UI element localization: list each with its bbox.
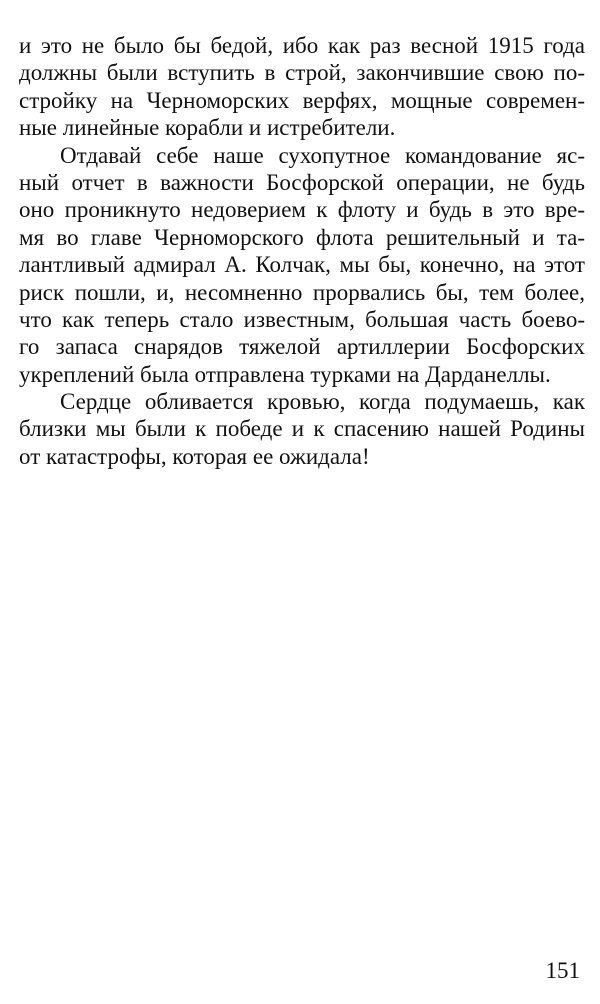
text-line: близки мы были к победе и к спасению нашей Родины — [19, 416, 585, 442]
text-line: Отдавай себе наше сухопутное командование яс- — [60, 142, 585, 168]
text-line: риск пошли, и, несомненно прорвались бы, тем более, — [19, 279, 585, 305]
text-line: укреплений была отправлена турками на Дарданеллы. — [19, 361, 551, 387]
body-text — [19, 32, 585, 470]
text-line: мя во главе Черноморского флота решительный и та- — [19, 224, 585, 250]
text-line: оно проникнуто недоверием к флоту и будь в это вре- — [19, 197, 585, 223]
text-line: го запаса снарядов тяжелой артиллерии Босфорских — [19, 334, 585, 360]
text-line: ные линейные корабли и истребители. — [19, 115, 396, 141]
text-line: от катастрофы, которая ее ожидала! — [19, 443, 370, 469]
text-line: лантливый адмирал А. Колчак, мы бы, конечно, на этот — [19, 252, 585, 278]
page-number: 151 — [545, 958, 580, 983]
text-line: стройку на Черноморских верфях, мощные современ- — [19, 87, 585, 113]
text-line: ный отчет в важности Босфорской операции, не будь — [19, 169, 585, 195]
text-line: Сердце обливается кровью, когда подумаешь, как — [60, 389, 585, 415]
text-line: и это не было бы бедой, ибо как раз весной 1915 года — [19, 33, 585, 58]
text-line: должны были вступить в строй, закончившие свою по- — [19, 60, 585, 86]
text-line: что как теперь стало известным, большая часть боево- — [19, 306, 585, 332]
